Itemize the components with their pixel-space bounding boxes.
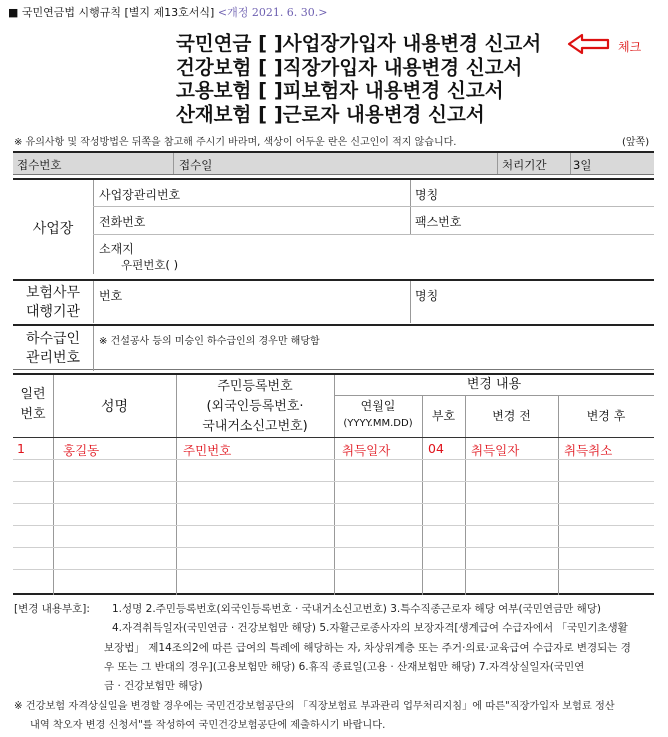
row-rrn[interactable]: 주민번호 [183, 443, 232, 458]
header-change-content: 변경 내용 [466, 377, 522, 392]
row-code[interactable]: 04 [428, 441, 444, 456]
workplace-address-field[interactable]: 소재지 [99, 242, 134, 256]
subcontract-section [13, 324, 654, 370]
workplace-phone-field[interactable]: 전화번호 [99, 215, 146, 229]
row-after[interactable]: 취득취소 [564, 443, 613, 458]
row-serial[interactable]: 1 [17, 441, 25, 456]
row-name[interactable]: 홍길동 [63, 443, 100, 458]
bottom-note: ※ 건강보험 자격상실일을 변경할 경우에는 국민건강보험공단의 「직장보험료 부과관리 업무처리지침」에 따른"직장가입자 보험료 정산 내역 착오자 변경 신청서"를 작성하여 국민건강보험공단에 제출하시기 바랍니다. [14, 701, 615, 732]
agency-no-field[interactable]: 번호 [99, 289, 123, 303]
workplace-fax-field[interactable]: 팩스번호 [415, 215, 462, 229]
title-pension: 국민연금 [ ]사업장가입자 내용변경 신고서 [176, 32, 542, 55]
workplace-name-field[interactable]: 명칭 [415, 188, 439, 202]
code-legend-label: [변경 내용부호]: [14, 603, 90, 615]
code-legend: 1.성명 2.주민등록번호(외국인등록번호 · 국내거소신고번호) 3.특수직종근로자 해당 여부(국민연금만 해당) 4.자격취득일자(국민연금 · 건강보험만 해당) 5.자활근로종사자의 보장자격[생계급여 수급자에서 「국민기초생활 [112, 603, 628, 635]
receipt-date-label: 접수일 [179, 158, 213, 172]
code-legend-cont: 보장법」 제14조의2에 따른 급여의 특례에 해당하는 자, 차상위계층 또는 주거·의료·교육급여 수급자로 변경되는 경 우 또는 그 반대의 경우](고용보험만 해당) 6.휴직 종료일(고용 · 산재보험만 해당) 7.자격상실일자(국민연 금 · 건강보험만 해당) [104, 641, 631, 693]
check-annotation: 체크 [618, 40, 642, 54]
change-table [13, 373, 654, 595]
header-after: 변경 후 [586, 409, 626, 423]
processing-period-value: 3일 [573, 158, 592, 172]
workplace-label: 사업장 [32, 221, 74, 237]
title-health: 건강보험 [ ]직장가입자 내용변경 신고서 [176, 55, 523, 79]
form-titles [176, 32, 541, 126]
page-side: (앞쪽) [622, 137, 650, 148]
processing-period-label: 처리기간 [502, 158, 547, 172]
row-before[interactable]: 취득일자 [471, 443, 520, 458]
title-industrial: 산재보험 [ ]근로자 내용변경 신고서 [176, 102, 485, 126]
header-rrn: 주민등록번호 (외국인등록번호· 국내거소신고번호) [202, 379, 308, 434]
workplace-zip-field[interactable]: 우편번호( ) [121, 258, 179, 272]
agency-section [13, 279, 654, 323]
subcontract-label: 하수급인 관리번호 [25, 331, 81, 366]
workplace-section [13, 178, 654, 274]
receipt-no-label: 접수번호 [17, 158, 62, 172]
receipt-row [13, 151, 654, 175]
header-before: 변경 전 [492, 409, 531, 423]
agency-name-field[interactable]: 명칭 [415, 289, 439, 303]
form-reference [8, 4, 328, 20]
workplace-mgmt-no-field[interactable]: 사업장관리번호 [99, 188, 181, 202]
subcontract-note: ※ 건설공사 등의 미승인 하수급인의 경우만 해당함 [99, 336, 320, 347]
top-note: ※ 유의사항 및 작성방법은 뒤쪽을 참고해 주시기 바라며, 색상이 어두운 란은 신고인이 적지 않습니다. [14, 137, 457, 148]
form-ref-text: ■ 국민연금법 시행규칙 [별지 제13호서식] [8, 6, 215, 19]
revision-date: <개정 2021. 6. 30.> [217, 6, 328, 19]
header-code: 부호 [431, 409, 456, 423]
header-serial: 일련 번호 [20, 387, 46, 422]
arrow-left-icon [567, 33, 611, 55]
header-name: 성명 [100, 399, 129, 415]
row-date[interactable]: 취득일자 [342, 443, 391, 458]
agency-label: 보험사무 대행기관 [25, 285, 81, 320]
title-employment: 고용보험 [ ]피보험자 내용변경 신고서 [176, 79, 504, 102]
header-date: 연월일 (YYYY.MM.DD) [343, 399, 413, 429]
